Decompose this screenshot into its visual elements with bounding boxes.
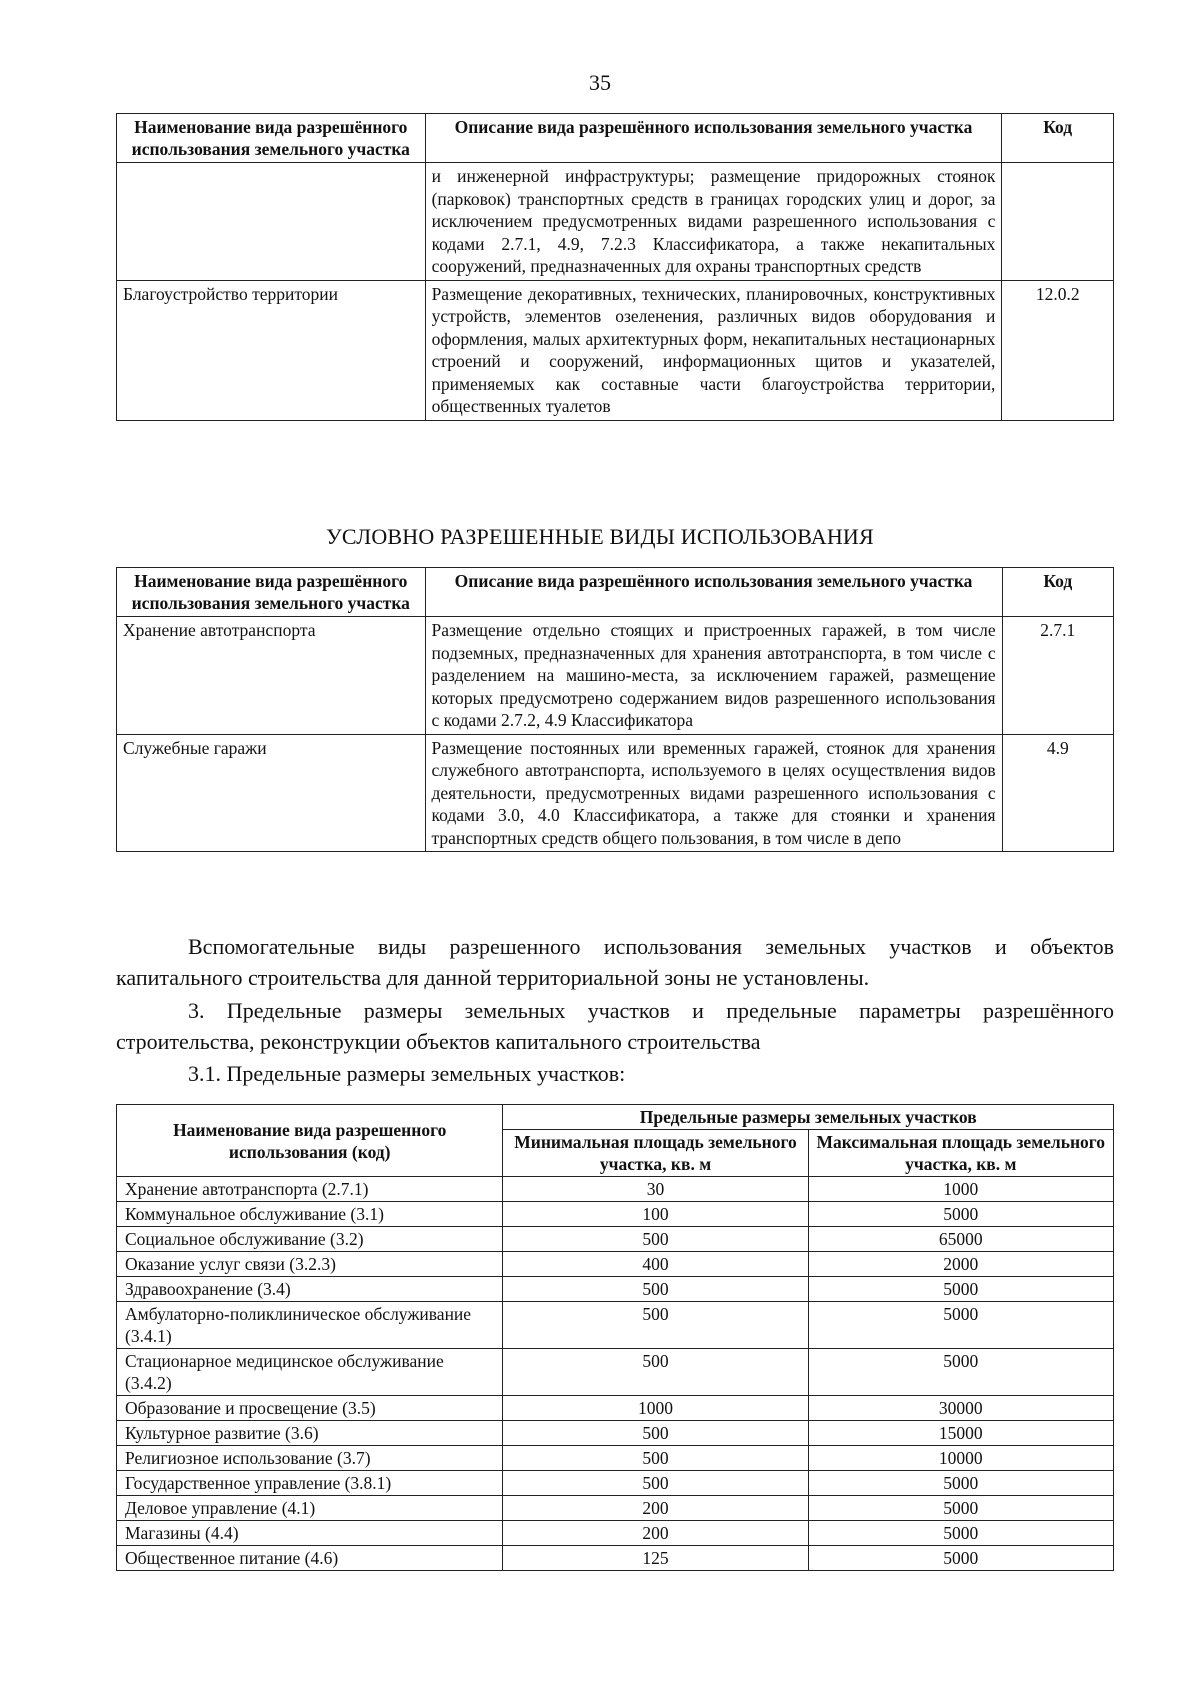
row-description: Размещение декоративных, технических, планировочных, конструктивных устройств, элементов озеленения, различных видов оборудования и оформления, малых архитектурных форм, некапитальных нестационарных строений и сооружений, информационных щитов и указателей, применяемых как составные части благоустройства территории, общественных туалетов [425,280,1002,420]
row-name: Оказание услуг связи (3.2.3) [117,1252,503,1277]
row-name: Благоустройство территории [117,280,426,420]
row-max: 30000 [808,1396,1113,1421]
row-min: 500 [503,1446,808,1471]
row-max: 15000 [808,1421,1113,1446]
row-max: 1000 [808,1177,1113,1202]
row-name: Здравоохранение (3.4) [117,1277,503,1302]
limits-table [116,1104,1114,1571]
row-max: 5000 [808,1546,1113,1571]
table-row [117,1349,1114,1396]
row-max: 5000 [808,1302,1113,1349]
page-number: 35 [589,70,611,95]
row-min: 200 [503,1521,808,1546]
header-min: Минимальная площадь земельного участка, кв. м [503,1130,808,1177]
header-code: Код [1002,568,1113,617]
row-min: 30 [503,1177,808,1202]
section-3-1-paragraph: 3.1. Предельные размеры земельных участков: [188,1061,626,1086]
row-min: 500 [503,1471,808,1496]
table-row [117,1471,1114,1496]
conditional-uses-table [116,567,1114,852]
row-name: Стационарное медицинское обслуживание (3.4.2) [117,1349,503,1396]
row-min: 200 [503,1496,808,1521]
header-code: Код [1002,114,1114,163]
table-row [117,1521,1114,1546]
row-max: 5000 [808,1277,1113,1302]
row-name: Коммунальное обслуживание (3.1) [117,1202,503,1227]
row-min: 500 [503,1349,808,1396]
row-name: Государственное управление (3.8.1) [117,1471,503,1496]
row-description: и инженерной инфраструктуры; размещение придорожных стоянок (парковок) транспортных средств в границах городских улиц и дорог, за исключением предусмотренных видами разрешенного использования с кодами 2.7.1, 4.9, 7.2.3 Классификатора, а также некапитальных сооружений, предназначенных для охраны транспортных средств [425,163,1002,281]
permitted-uses-table [116,113,1114,421]
row-name: Хранение автотранспорта (2.7.1) [117,1177,503,1202]
table-row [117,280,1114,420]
table-row [117,1396,1114,1421]
header-name: Наименование вида разрешенного использования (код) [117,1105,503,1177]
row-max: 10000 [808,1446,1113,1471]
row-name: Образование и просвещение (3.5) [117,1396,503,1421]
table-row [117,1177,1114,1202]
header-max: Максимальная площадь земельного участка, кв. м [808,1130,1113,1177]
row-name: Магазины (4.4) [117,1521,503,1546]
row-min: 500 [503,1277,808,1302]
table-row [117,163,1114,281]
header-description: Описание вида разрешённого использования земельного участка [425,114,1002,163]
row-max: 5000 [808,1471,1113,1496]
table-row [117,1277,1114,1302]
row-max: 2000 [808,1252,1113,1277]
row-code: 2.7.1 [1002,617,1113,735]
table-row [117,1546,1114,1571]
table-row [117,1302,1114,1349]
row-min: 125 [503,1546,808,1571]
table-row [117,617,1114,735]
auxiliary-paragraph: Вспомогательные виды разрешенного использования земельных участков и объектов капитального строительства для данной территориальной зоны не установлены. [116,934,1114,990]
row-max: 5000 [808,1521,1113,1546]
table-row [117,1202,1114,1227]
table-row [117,1252,1114,1277]
row-name: Социальное обслуживание (3.2) [117,1227,503,1252]
section-heading: УСЛОВНО РАЗРЕШЕННЫЕ ВИДЫ ИСПОЛЬЗОВАНИЯ [326,524,874,549]
row-min: 500 [503,1421,808,1446]
row-max: 5000 [808,1496,1113,1521]
row-name: Амбулаторно-поликлиническое обслуживание (3.4.1) [117,1302,503,1349]
header-name: Наименование вида разрешённого использования земельного участка [117,114,426,163]
row-name [117,163,426,281]
table-row [117,1227,1114,1252]
table-row [117,734,1114,852]
header-description: Описание вида разрешённого использования земельного участка [425,568,1002,617]
table-row [117,1496,1114,1521]
row-name: Хранение автотранспорта [117,617,426,735]
table-header-row [117,114,1114,163]
row-max: 65000 [808,1227,1113,1252]
row-min: 1000 [503,1396,808,1421]
row-description: Размещение постоянных или временных гаражей, стоянок для хранения служебного автотранспорта, используемого в целях осуществления видов деятельности, предусмотренных видами разрешенного использования с кодами 3.0, 4.0 Классификатора, а также для стоянки и хранения транспортных средств общего пользования, в том числе в депо [425,734,1002,852]
table-header-row [117,568,1114,617]
table-row [117,1446,1114,1471]
row-name: Служебные гаражи [117,734,426,852]
row-code: 12.0.2 [1002,280,1114,420]
row-min: 100 [503,1202,808,1227]
row-code [1002,163,1114,281]
row-min: 500 [503,1302,808,1349]
limits-table-body [117,1177,1114,1571]
table-row [117,1421,1114,1446]
row-min: 500 [503,1227,808,1252]
row-max: 5000 [808,1202,1113,1227]
row-name: Деловое управление (4.1) [117,1496,503,1521]
row-name: Религиозное использование (3.7) [117,1446,503,1471]
row-description: Размещение отдельно стоящих и пристроенных гаражей, в том числе подземных, предназначенных для хранения автотранспорта, в том числе с разделением на машино-места, за исключением гаражей, размещение которых предусмотрено содержанием видов разрешенного использования с кодами 2.7.2, 4.9 Классификатора [425,617,1002,735]
section-3-paragraph: 3. Предельные размеры земельных участков и предельные параметры разрешённого строительства, реконструкции объектов капитального строительства [116,998,1114,1054]
row-code: 4.9 [1002,734,1113,852]
header-group: Предельные размеры земельных участков [503,1105,1114,1130]
table-header-row [117,1105,1114,1130]
row-name: Общественное питание (4.6) [117,1546,503,1571]
row-name: Культурное развитие (3.6) [117,1421,503,1446]
header-name: Наименование вида разрешённого использования земельного участка [117,568,426,617]
row-max: 5000 [808,1349,1113,1396]
row-min: 400 [503,1252,808,1277]
